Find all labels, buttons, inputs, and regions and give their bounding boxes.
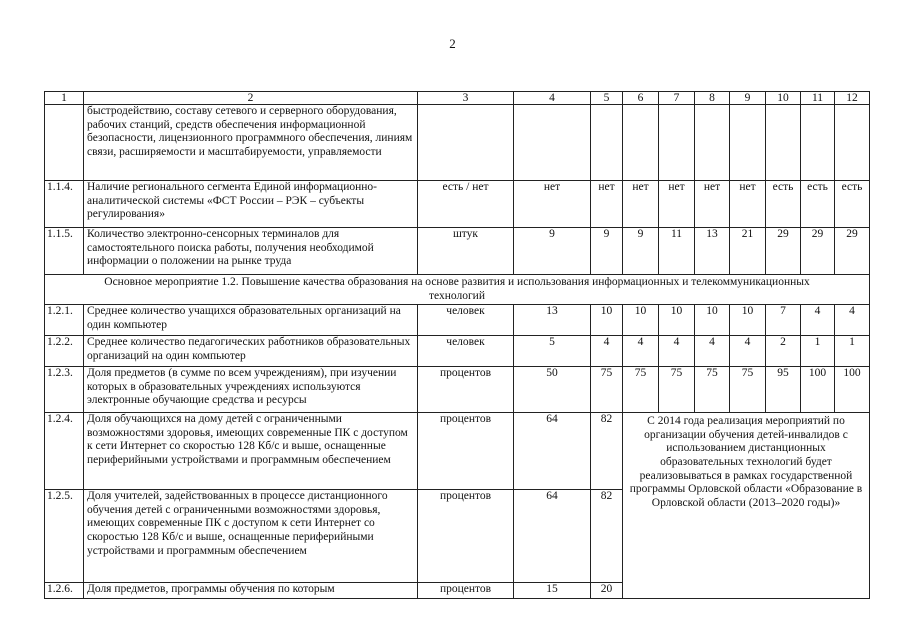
row-number: 1.1.4. (45, 181, 84, 228)
table-row (45, 105, 870, 181)
header-cell: 8 (695, 92, 730, 105)
value-cell: 2 (766, 336, 801, 367)
row-number: 1.2.4. (45, 413, 84, 490)
value-cell: 4 (730, 336, 766, 367)
value-cell: 4 (695, 336, 730, 367)
value-cell: нет (730, 181, 766, 228)
value-cell (623, 105, 659, 181)
value-cell: 10 (695, 305, 730, 336)
indicator-name: Количество электронно-сенсорных терминалов для самостоятельного поиска работы, получения необходимой информации о положении на рынке труда (84, 228, 418, 275)
value-cell: нет (695, 181, 730, 228)
header-cell: 12 (835, 92, 870, 105)
value-cell: 82 (591, 490, 623, 583)
unit-cell: штук (418, 228, 514, 275)
table-body-part1 (45, 105, 870, 275)
value-cell (659, 105, 695, 181)
header-cell: 1 (45, 92, 84, 105)
header-cell: 3 (418, 92, 514, 105)
indicator-name: Среднее количество педагогических работников образовательных организаций на один компьютер (84, 336, 418, 367)
table-row (45, 305, 870, 336)
header-cell: 11 (801, 92, 835, 105)
section-row (45, 275, 870, 305)
row-number: 1.2.2. (45, 336, 84, 367)
row-number: 1.2.5. (45, 490, 84, 583)
value-cell (766, 105, 801, 181)
indicator-name: Среднее количество учащихся образовательных организаций на один компьютер (84, 305, 418, 336)
value-cell: 10 (623, 305, 659, 336)
value-cell: 1 (801, 336, 835, 367)
value-cell (730, 105, 766, 181)
page-number: 2 (449, 36, 456, 51)
value-cell: 13 (695, 228, 730, 275)
row-number (45, 105, 84, 181)
value-cell (591, 105, 623, 181)
value-cell: 29 (766, 228, 801, 275)
value-cell: 5 (514, 336, 591, 367)
value-cell: 95 (766, 367, 801, 413)
value-cell: 11 (659, 228, 695, 275)
table-row (45, 336, 870, 367)
value-cell (695, 105, 730, 181)
header-cell: 6 (623, 92, 659, 105)
unit-cell: человек (418, 336, 514, 367)
value-cell: 50 (514, 367, 591, 413)
value-cell: 75 (730, 367, 766, 413)
header-cell: 4 (514, 92, 591, 105)
row-number: 1.2.1. (45, 305, 84, 336)
table-body-section (45, 275, 870, 305)
unit-cell: процентов (418, 490, 514, 583)
value-cell: нет (514, 181, 591, 228)
row-number: 1.1.5. (45, 228, 84, 275)
value-cell: 82 (591, 413, 623, 490)
indicators-table (44, 91, 870, 599)
table-body-part3 (45, 413, 870, 599)
value-cell: 100 (835, 367, 870, 413)
unit-cell: процентов (418, 367, 514, 413)
value-cell: 64 (514, 490, 591, 583)
value-cell: есть (801, 181, 835, 228)
indicator-name: Доля предметов (в сумме по всем учреждениям), при изучении которых в образовательных учреждениях используются электронные обучающие средства и ресурсы (84, 367, 418, 413)
value-cell: нет (623, 181, 659, 228)
value-cell: 9 (514, 228, 591, 275)
value-cell: 10 (730, 305, 766, 336)
value-cell: 100 (801, 367, 835, 413)
value-cell: 9 (623, 228, 659, 275)
header-cell: 5 (591, 92, 623, 105)
unit-cell: процентов (418, 413, 514, 490)
value-cell: нет (659, 181, 695, 228)
value-cell: 10 (659, 305, 695, 336)
value-cell: 75 (695, 367, 730, 413)
value-cell: 75 (623, 367, 659, 413)
table-row (45, 367, 870, 413)
indicator-name: Доля обучающихся на дому детей с ограниченными возможностями здоровья, имеющих современные ПК с доступом к сети Интернет со скоростью 128 Кб/с и выше, оснащенные периферийными устройствами и программным обеспечением (84, 413, 418, 490)
value-cell (801, 105, 835, 181)
header-cell: 7 (659, 92, 695, 105)
merged-note-cell: С 2014 года реализация мероприятий по организации обучения детей-инвалидов с использованием дистанционных образовательных технологий будет реализовываться в рамках государственной программы Орловской области «Образование в Орловской области (2013–2020 годы)» (623, 413, 870, 599)
unit-cell: человек (418, 305, 514, 336)
header-cell: 10 (766, 92, 801, 105)
value-cell: 13 (514, 305, 591, 336)
table-row (45, 413, 870, 490)
value-cell: нет (591, 181, 623, 228)
value-cell: 9 (591, 228, 623, 275)
value-cell: есть (835, 181, 870, 228)
unit-cell: процентов (418, 583, 514, 599)
row-number: 1.2.6. (45, 583, 84, 599)
value-cell: 20 (591, 583, 623, 599)
value-cell: 4 (591, 336, 623, 367)
indicator-name: Доля предметов, программы обучения по которым (84, 583, 418, 599)
header-cell: 9 (730, 92, 766, 105)
value-cell: 10 (591, 305, 623, 336)
value-cell: 15 (514, 583, 591, 599)
indicator-name: Наличие регионального сегмента Единой информационно-аналитической системы «ФСТ России – РЭК – субъекты регулирования» (84, 181, 418, 228)
value-cell (835, 105, 870, 181)
value-cell: 29 (801, 228, 835, 275)
table-row (45, 228, 870, 275)
value-cell: 21 (730, 228, 766, 275)
row-number: 1.2.3. (45, 367, 84, 413)
value-cell (514, 105, 591, 181)
table-body-part2 (45, 305, 870, 413)
value-cell: 29 (835, 228, 870, 275)
value-cell: 75 (591, 367, 623, 413)
section-title: Основное мероприятие 1.2. Повышение качества образования на основе развития и использования информационных и телекоммуникационных технологий (45, 275, 870, 305)
value-cell: 75 (659, 367, 695, 413)
value-cell: 1 (835, 336, 870, 367)
value-cell: есть (766, 181, 801, 228)
indicator-name: Доля учителей, задействованных в процессе дистанционного обучения детей с ограниченными возможностями здоровья, имеющих современные ПК с доступом к сети Интернет со скоростью 128 Кб/с и выше, оснащенные периферийными устройствами и программным обеспечением (84, 490, 418, 583)
unit-cell (418, 105, 514, 181)
value-cell: 4 (835, 305, 870, 336)
indicator-name: быстродействию, составу сетевого и серверного оборудования, рабочих станций, средств обеспечения информационной безопасности, лицензионного программного обеспечения, линиям связи, расширяемости и масштабируемости, управляемости (84, 105, 418, 181)
value-cell: 4 (623, 336, 659, 367)
value-cell: 4 (801, 305, 835, 336)
header-cell: 2 (84, 92, 418, 105)
table-row (45, 181, 870, 228)
value-cell: 64 (514, 413, 591, 490)
header-row (45, 92, 870, 105)
value-cell: 4 (659, 336, 695, 367)
value-cell: 7 (766, 305, 801, 336)
unit-cell: есть / нет (418, 181, 514, 228)
